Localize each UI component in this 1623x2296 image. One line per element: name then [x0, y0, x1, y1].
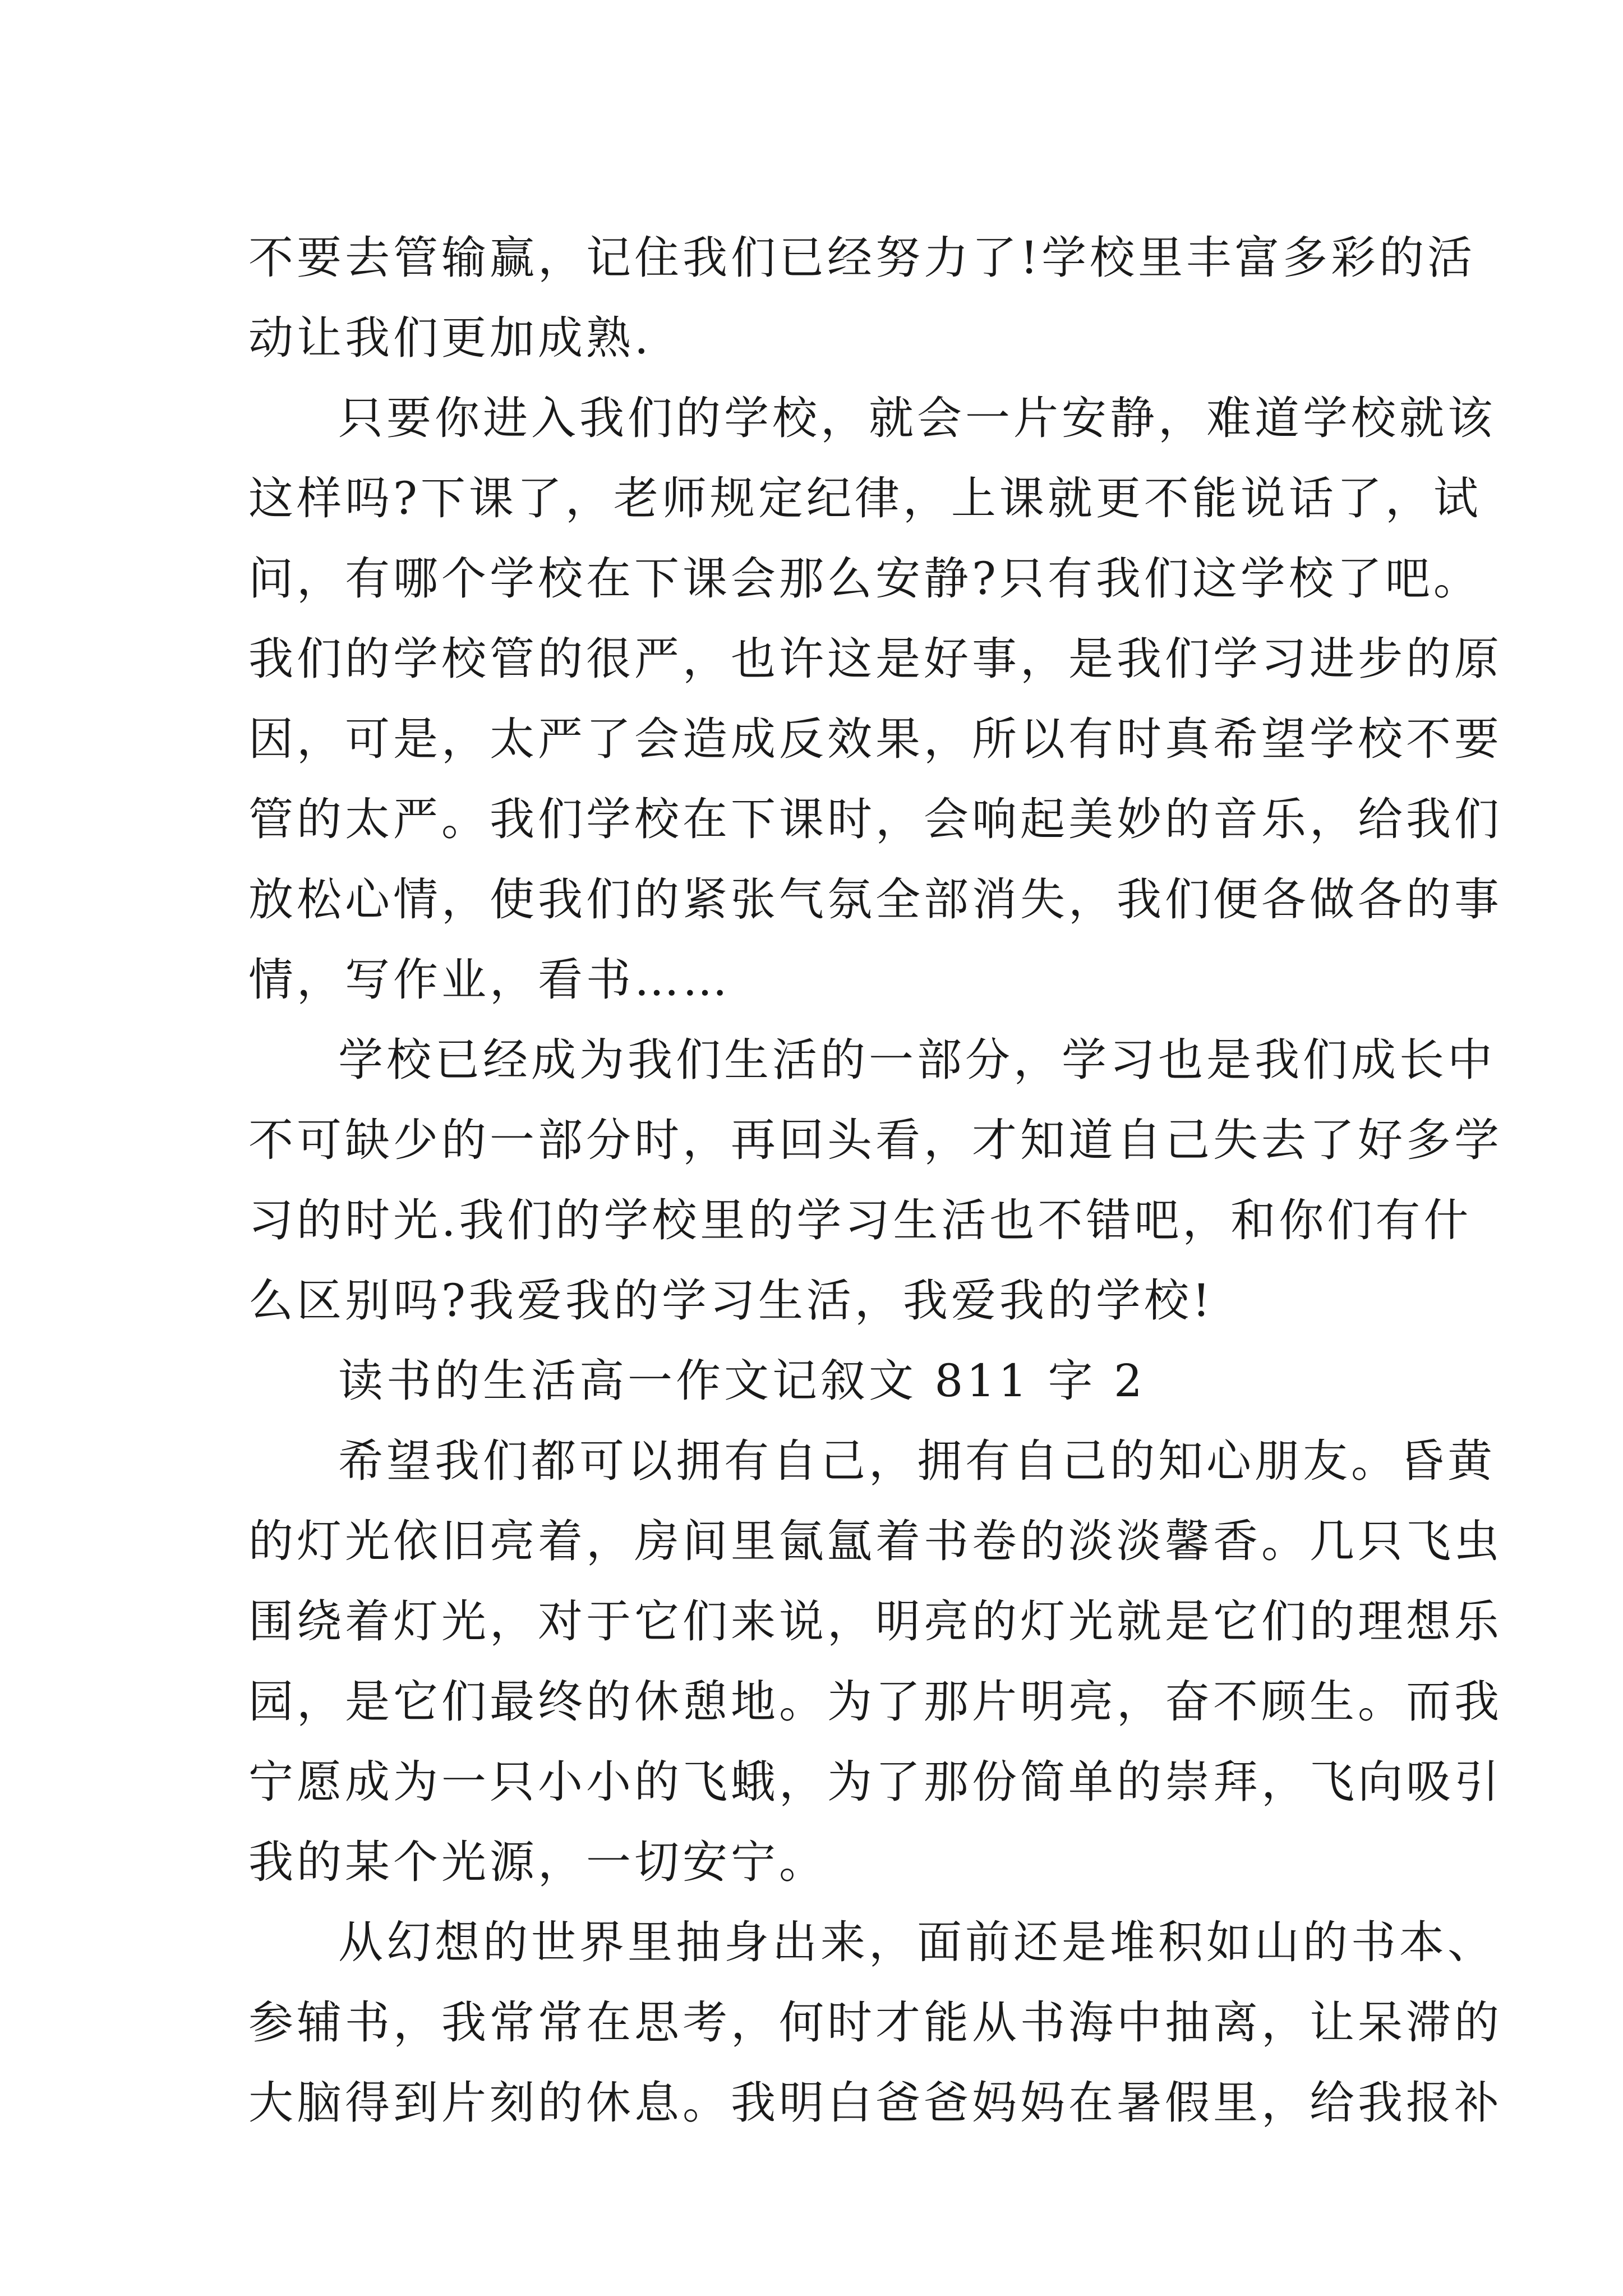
- text-line: 情，写作业，看书……: [248, 954, 731, 1006]
- text-line: 宁愿成为一只小小的飞蛾，为了那份简单的崇拜，飞向吸引: [248, 1756, 1502, 1808]
- text-line: 只要你进入我们的学校，就会一片安静，难道学校就该: [338, 392, 1496, 444]
- text-line: 从幻想的世界里抽身出来，面前还是堆积如山的书本、: [338, 1916, 1496, 1968]
- text-line: 因，可是，太严了会造成反效果，所以有时真希望学校不要: [248, 713, 1502, 765]
- text-line: 动让我们更加成熟.: [248, 312, 652, 364]
- text-line: 学校已经成为我们生活的一部分，学习也是我们成长中: [338, 1034, 1496, 1086]
- text-line: 园，是它们最终的休憩地。为了那片明亮，奋不顾生。而我: [248, 1676, 1502, 1728]
- text-line: 我的某个光源，一切安宁。: [248, 1836, 827, 1888]
- body-text: [248, 218, 1502, 2143]
- text-line: 习的时光.我们的学校里的学习生活也不错吧，和你们有什: [248, 1194, 1472, 1246]
- text-line: 的灯光依旧亮着，房间里氤氲着书卷的淡淡馨香。几只飞虫: [248, 1515, 1502, 1567]
- section-heading: 读书的生活高一作文记叙文 811 字 2: [338, 1355, 1146, 1407]
- text-line: 围绕着灯光，对于它们来说，明亮的灯光就是它们的理想乐: [248, 1595, 1502, 1648]
- text-line: 问，有哪个学校在下课会那么安静?只有我们这学校了吧。: [248, 553, 1482, 605]
- text-line: 我们的学校管的很严，也许这是好事，是我们学习进步的原: [248, 633, 1502, 685]
- text-line: 这样吗?下课了，老师规定纪律，上课就更不能说话了，试: [248, 472, 1482, 524]
- text-line: 放松心情，使我们的紧张气氛全部消失，我们便各做各的事: [248, 873, 1502, 926]
- text-line: 大脑得到片刻的休息。我明白爸爸妈妈在暑假里，给我报补: [248, 2077, 1502, 2129]
- text-line: 希望我们都可以拥有自己，拥有自己的知心朋友。昏黄: [338, 1435, 1496, 1487]
- text-line: 不可缺少的一部分时，再回头看，才知道自己失去了好多学: [248, 1114, 1502, 1166]
- text-line: 么区别吗?我爱我的学习生活，我爱我的学校!: [248, 1274, 1214, 1327]
- text-line: 管的太严。我们学校在下课时，会响起美妙的音乐，给我们: [248, 793, 1502, 845]
- text-line: 不要去管输赢，记住我们已经努力了!学校里丰富多彩的活: [248, 232, 1476, 284]
- text-line: 参辅书，我常常在思考，何时才能从书海中抽离，让呆滞的: [248, 1996, 1502, 2049]
